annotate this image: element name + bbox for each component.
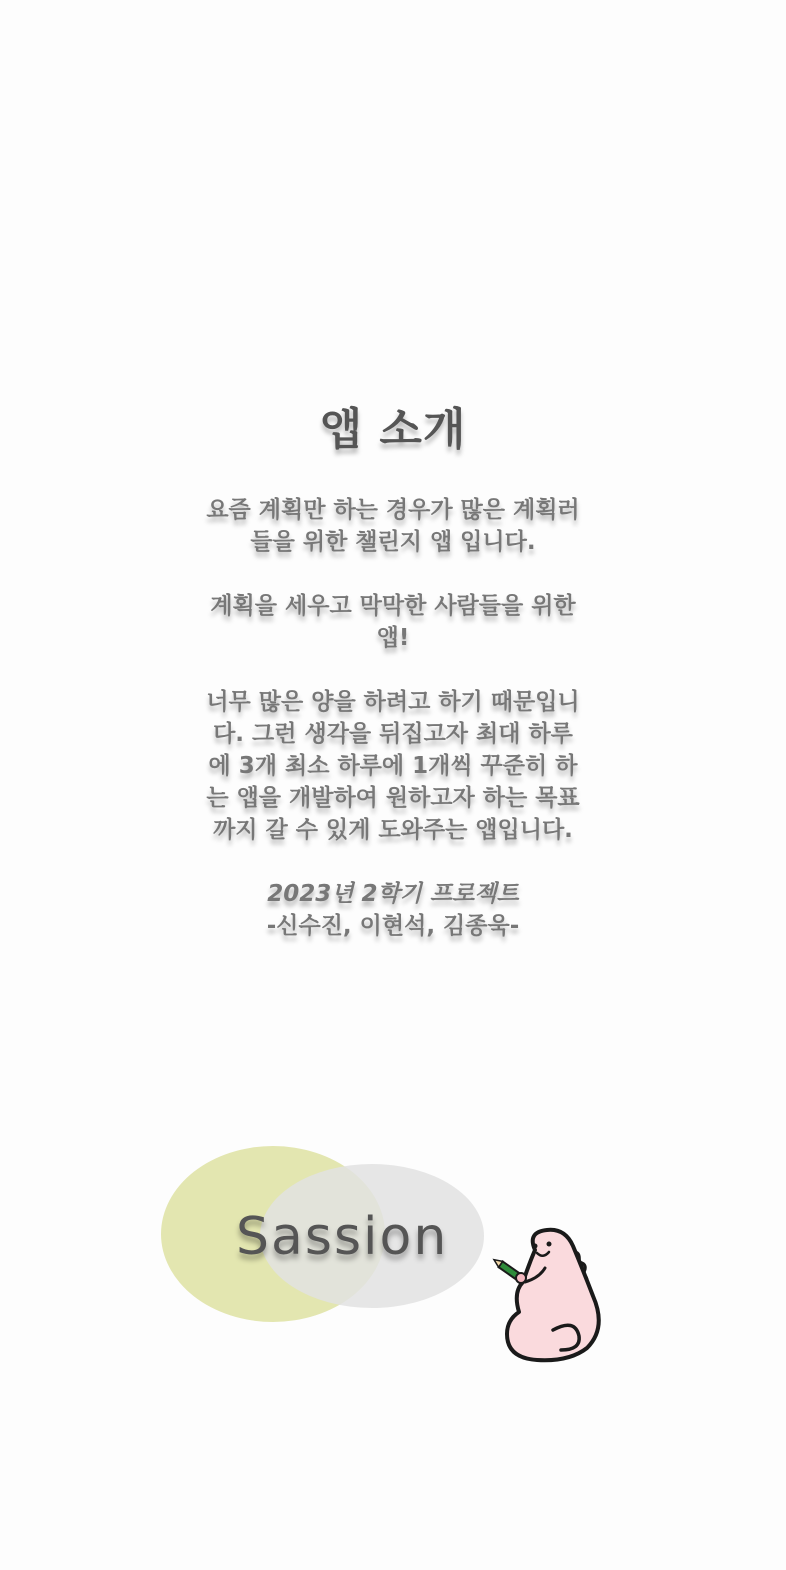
sassion-wordmark: Sassion bbox=[236, 1207, 449, 1267]
sassion-logo bbox=[160, 1130, 630, 1390]
project-credit bbox=[183, 878, 603, 942]
intro-paragraph-2: 계획을 세우고 막막한 사람들을 위한 앱! bbox=[210, 593, 576, 651]
logo-area bbox=[160, 1130, 630, 1390]
intro-paragraph-3: 너무 많은 양을 하려고 하기 때문입니 다. 그런 생각을 뒤집고자 최대 하루 에 3개 최소 하루에 1개씩 꾸준히 하 는 앱을 개발하여 원하고자 하는 목표 까지 갈 수 있게 도와주는 앱입니다. bbox=[206, 689, 580, 843]
page-title: 앱 소개 bbox=[319, 404, 467, 455]
app-intro-section bbox=[183, 400, 603, 942]
intro-paragraph-1: 요즘 계획만 하는 경우가 많은 계획러 들을 위한 챌린지 앱 입니다. bbox=[206, 497, 580, 555]
project-authors: -신수진, 이현석, 김종욱- bbox=[266, 913, 520, 939]
pink-dinosaur-with-pencil-icon bbox=[492, 1230, 599, 1360]
project-year: 2023년 2학기 프로젝트 bbox=[267, 881, 519, 907]
